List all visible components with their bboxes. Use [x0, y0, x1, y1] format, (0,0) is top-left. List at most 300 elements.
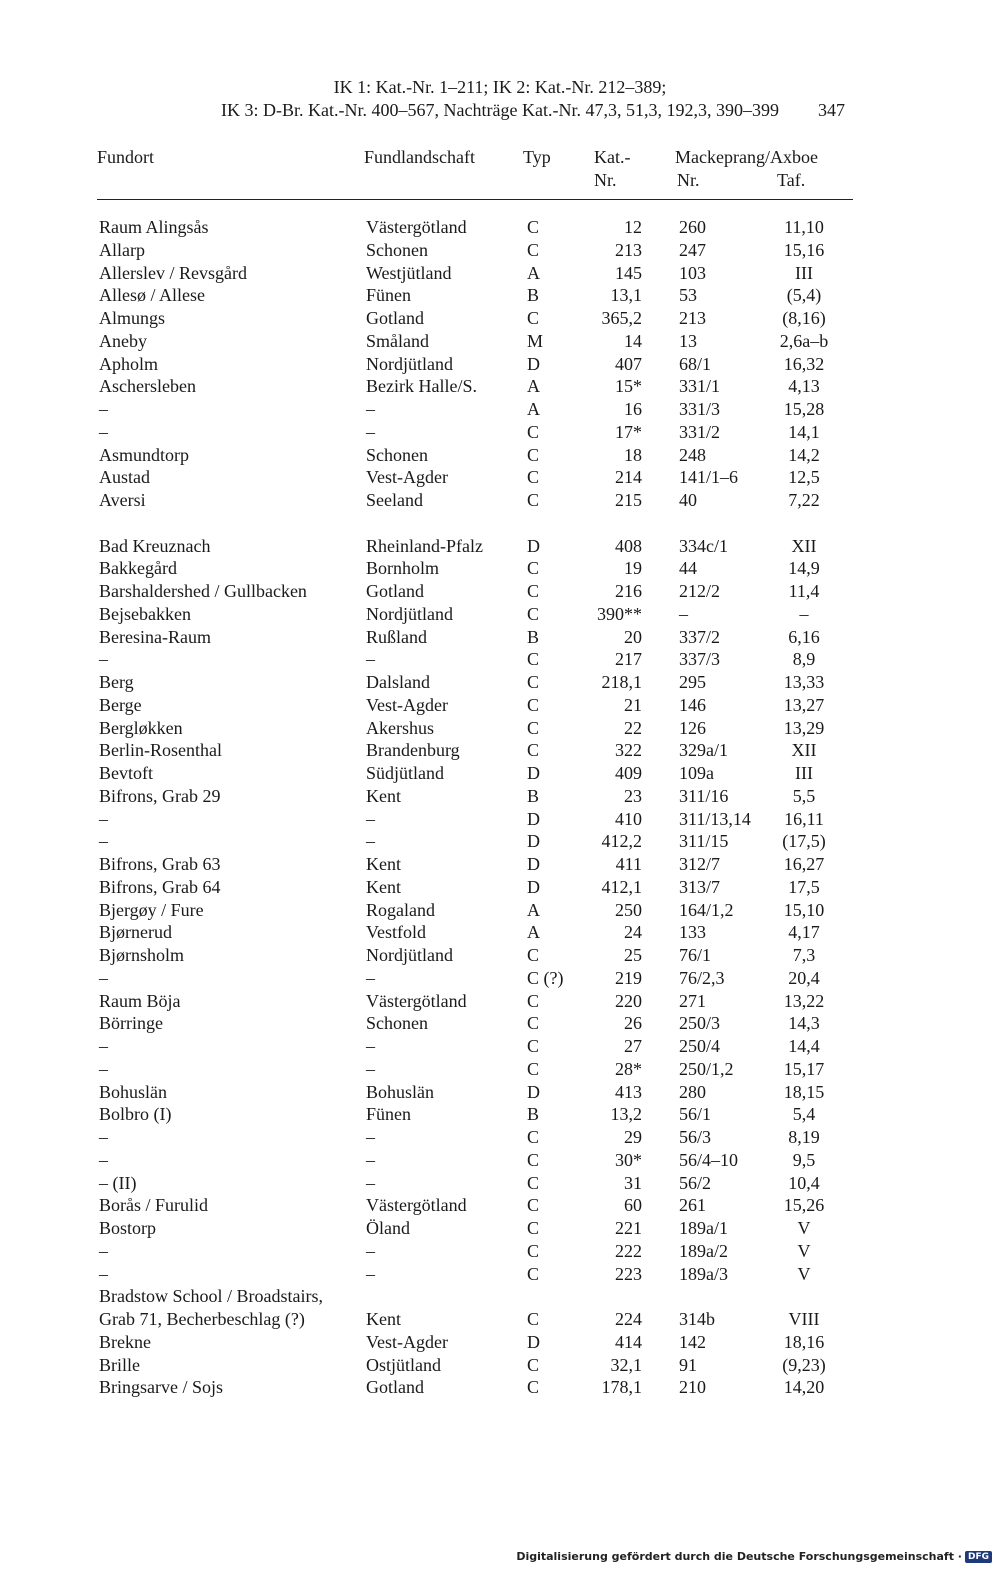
- kat-nr-cell: 12: [624, 217, 642, 237]
- mackeprang-nr-cell: 311/13,14: [679, 808, 751, 829]
- fundort-cell: –: [99, 649, 108, 670]
- typ-cell: B: [527, 785, 540, 806]
- kat-nr-cell: 13,2: [610, 1104, 642, 1125]
- taf-cell: (5,4): [786, 285, 822, 306]
- fundlandschaft-cell: Fünen: [366, 285, 411, 306]
- kat-nr-cell: 217: [615, 649, 642, 670]
- fundort-cell: Bjørnsholm: [99, 945, 185, 965]
- fundort-cell: Bifrons, Grab 64: [99, 876, 221, 897]
- fundlandschaft-cell: Kent: [366, 1309, 401, 1329]
- footer-text: Digitalisierung gefördert durch die Deutsche Forschungsgemeinschaft ·: [516, 1550, 962, 1563]
- mackeprang-nr-cell: 331/3: [679, 399, 721, 419]
- fundlandschaft-cell: Gotland: [366, 308, 424, 328]
- kat-nr-cell: 390**: [597, 603, 642, 624]
- fundlandschaft-cell: Rogaland: [366, 899, 435, 920]
- typ-cell: C: [527, 1377, 540, 1398]
- taf-cell: 9,5: [792, 1149, 816, 1170]
- kat-nr-cell: 322: [615, 740, 642, 761]
- typ-cell: D: [527, 1331, 540, 1352]
- mackeprang-nr-cell: 164/1,2: [679, 899, 734, 920]
- table-row: [0, 1058, 1000, 1081]
- taf-cell: 8,9: [792, 649, 816, 670]
- kat-nr-cell: 178,1: [601, 1377, 642, 1398]
- fundort-cell: Brille: [99, 1354, 140, 1375]
- kat-nr-cell: 14: [624, 330, 642, 351]
- fundlandschaft-cell: –: [366, 421, 375, 442]
- taf-cell: 11,4: [788, 581, 820, 601]
- mackeprang-nr-cell: 337/2: [679, 626, 721, 647]
- fundlandschaft-cell: Vestfold: [366, 922, 426, 943]
- mackeprang-nr-cell: 40: [679, 490, 697, 510]
- table-row: [0, 330, 1000, 353]
- kat-nr-cell: 215: [615, 490, 642, 510]
- taf-cell: 20,4: [788, 967, 820, 988]
- fundlandschaft-cell: –: [366, 399, 375, 419]
- typ-cell: C: [527, 649, 540, 670]
- fundort-cell: Bevtoft: [99, 763, 153, 783]
- mackeprang-nr-cell: 91: [679, 1354, 697, 1375]
- taf-cell: 15,26: [783, 1195, 825, 1216]
- fundort-cell: –: [99, 831, 108, 852]
- fundlandschaft-cell: Rheinland-Pfalz: [366, 535, 483, 556]
- fundlandschaft-cell: Dalsland: [366, 672, 430, 692]
- fundort-cell: Bradstow School / Broadstairs,: [99, 1286, 323, 1307]
- fundort-cell: Barshaldershed / Gullbacken: [99, 581, 307, 601]
- table-row: [0, 626, 1000, 649]
- kat-nr-cell: 32,1: [610, 1354, 642, 1375]
- fundlandschaft-cell: Westjütland: [366, 262, 452, 283]
- typ-cell: M: [527, 330, 544, 351]
- kat-nr-cell: 221: [615, 1218, 642, 1238]
- mackeprang-nr-cell: –: [679, 603, 688, 624]
- mackeprang-nr-cell: 311/16: [679, 785, 729, 806]
- fundort-cell: Bohuslän: [99, 1081, 168, 1102]
- kat-nr-cell: 22: [624, 717, 642, 738]
- kat-nr-cell: 410: [615, 808, 642, 829]
- kat-nr-cell: 411: [615, 854, 642, 874]
- typ-cell: A: [527, 376, 540, 397]
- taf-cell: 13,22: [783, 990, 825, 1011]
- table-row: [0, 216, 1000, 239]
- fundort-cell: Raum Alingsås: [99, 217, 209, 237]
- typ-cell: B: [527, 626, 540, 647]
- kat-nr-cell: 15*: [615, 376, 642, 397]
- taf-cell: (17,5): [782, 831, 826, 852]
- taf-cell: V: [797, 1263, 811, 1284]
- typ-cell: D: [527, 763, 540, 783]
- taf-cell: 2,6a–b: [779, 330, 829, 351]
- fundlandschaft-cell: Gotland: [366, 1377, 424, 1398]
- typ-cell: C: [527, 1309, 540, 1329]
- running-header-line-1: IK 1: Kat.-Nr. 1–211; IK 2: Kat.-Nr. 212–389;: [333, 77, 667, 97]
- taf-cell: 6,16: [788, 626, 820, 647]
- page-number: 347: [818, 100, 845, 120]
- find-catalog-table: [0, 216, 1000, 1399]
- mackeprang-nr-cell: 76/1: [679, 945, 712, 965]
- taf-cell: 10,4: [788, 1172, 820, 1193]
- table-row: [0, 535, 1000, 558]
- taf-cell: 5,4: [792, 1104, 816, 1125]
- kat-nr-cell: 13,1: [610, 285, 642, 306]
- fundort-cell: Bejsebakken: [99, 603, 191, 624]
- taf-cell: 14,3: [788, 1013, 820, 1034]
- taf-cell: (9,23): [782, 1354, 826, 1375]
- taf-cell: III: [795, 763, 813, 783]
- table-row: [0, 1354, 1000, 1377]
- kat-nr-cell: 220: [615, 990, 642, 1011]
- fundort-cell: Grab 71, Becherbeschlag (?): [99, 1309, 305, 1329]
- kat-nr-cell: 19: [624, 558, 642, 579]
- mackeprang-nr-cell: 109a: [679, 763, 714, 783]
- kat-nr-cell: 16: [624, 399, 642, 419]
- mackeprang-nr-cell: 189a/3: [679, 1263, 728, 1284]
- typ-cell: D: [527, 831, 540, 852]
- table-row: [0, 762, 1000, 785]
- table-row: [0, 717, 1000, 740]
- mackeprang-nr-cell: 142: [679, 1331, 706, 1352]
- typ-cell: C: [527, 558, 540, 579]
- fundort-cell: Bringsarve / Sojs: [99, 1377, 223, 1398]
- fundort-cell: Aschersleben: [99, 376, 196, 397]
- typ-cell: C: [527, 1195, 540, 1216]
- table-row: [0, 830, 1000, 853]
- fundlandschaft-cell: Västergötland: [366, 217, 467, 237]
- dfg-logo-icon: DFG: [965, 1551, 992, 1563]
- column-header-kat: [594, 146, 630, 192]
- kat-nr-cell: 412,1: [601, 876, 642, 897]
- fundort-cell: Bakkegård: [99, 558, 177, 579]
- fundlandschaft-cell: –: [366, 1172, 375, 1193]
- column-header-taf: Taf.: [777, 170, 806, 190]
- fundlandschaft-cell: –: [366, 649, 375, 670]
- typ-cell: C: [527, 672, 540, 692]
- mackeprang-nr-cell: 337/3: [679, 649, 721, 670]
- taf-cell: 17,5: [788, 876, 820, 897]
- table-row: [0, 1103, 1000, 1126]
- column-header-mackeprang: [675, 146, 818, 192]
- table-row: [0, 1012, 1000, 1035]
- fundlandschaft-cell: Rußland: [366, 626, 427, 647]
- taf-cell: 14,1: [788, 421, 820, 442]
- fundort-cell: –: [99, 1240, 108, 1261]
- typ-cell: B: [527, 285, 540, 306]
- table-row: [0, 580, 1000, 603]
- kat-nr-cell: 412,2: [601, 831, 642, 852]
- kat-nr-cell: 409: [615, 763, 642, 783]
- taf-cell: 11,10: [784, 217, 824, 237]
- table-row: [0, 557, 1000, 580]
- kat-nr-cell: 250: [615, 899, 642, 920]
- typ-cell: C (?): [527, 967, 564, 988]
- fundort-cell: Almungs: [99, 308, 166, 328]
- fundlandschaft-cell: Öland: [366, 1218, 410, 1238]
- taf-cell: 16,27: [783, 854, 825, 874]
- table-row: [0, 671, 1000, 694]
- table-row: [0, 284, 1000, 307]
- typ-cell: C: [527, 444, 540, 465]
- mackeprang-nr-cell: 53: [679, 285, 697, 306]
- column-header-mackeprang-nr: Nr.: [677, 170, 700, 190]
- kat-nr-cell: 407: [615, 353, 642, 374]
- table-row: [0, 785, 1000, 808]
- taf-cell: III: [795, 262, 813, 283]
- table-row: [0, 944, 1000, 967]
- kat-nr-cell: 21: [624, 694, 642, 715]
- table-row: [0, 375, 1000, 398]
- kat-nr-cell: 219: [615, 967, 642, 988]
- table-row: [0, 1308, 1000, 1331]
- mackeprang-nr-cell: 313/7: [679, 876, 721, 897]
- mackeprang-nr-cell: 189a/2: [679, 1240, 728, 1261]
- table-row: [0, 1240, 1000, 1263]
- mackeprang-nr-cell: 250/4: [679, 1036, 721, 1056]
- typ-cell: D: [527, 808, 540, 829]
- typ-cell: C: [527, 1240, 540, 1261]
- fundlandschaft-cell: Gotland: [366, 581, 424, 601]
- mackeprang-nr-cell: 44: [679, 558, 697, 579]
- taf-cell: 8,19: [788, 1127, 820, 1147]
- mackeprang-nr-cell: 260: [679, 217, 706, 237]
- table-row: [0, 1217, 1000, 1240]
- fundort-cell: Allerslev / Revsgård: [99, 262, 247, 283]
- kat-nr-cell: 17*: [615, 421, 642, 442]
- kat-nr-cell: 30*: [615, 1149, 642, 1170]
- table-row: [0, 489, 1000, 512]
- fundort-cell: Beresina-Raum: [99, 626, 211, 647]
- fundlandschaft-cell: –: [366, 831, 375, 852]
- fundort-cell: Bjørnerud: [99, 922, 172, 943]
- fundlandschaft-cell: Schonen: [366, 1013, 428, 1034]
- taf-cell: 16,32: [783, 353, 825, 374]
- fundlandschaft-cell: Bohuslän: [366, 1081, 435, 1102]
- kat-nr-cell: 365,2: [601, 308, 642, 328]
- mackeprang-nr-cell: 312/7: [679, 854, 721, 874]
- running-header-line-2: IK 3: D-Br. Kat.-Nr. 400–567, Nachträge Kat.-Nr. 47,3, 51,3, 192,3, 390–399: [221, 100, 779, 120]
- mackeprang-nr-cell: 295: [679, 672, 706, 692]
- mackeprang-nr-cell: 56/3: [679, 1127, 712, 1147]
- table-row: [0, 853, 1000, 876]
- taf-cell: 13,27: [783, 694, 825, 715]
- typ-cell: A: [527, 399, 540, 419]
- table-row: [0, 967, 1000, 990]
- kat-nr-cell: 20: [624, 626, 642, 647]
- table-row: [0, 307, 1000, 330]
- table-row: [0, 990, 1000, 1013]
- mackeprang-nr-cell: 280: [679, 1081, 706, 1102]
- typ-cell: C: [527, 1058, 540, 1079]
- mackeprang-nr-cell: 250/1,2: [679, 1058, 734, 1079]
- typ-cell: D: [527, 353, 540, 374]
- kat-nr-cell: 31: [624, 1172, 642, 1193]
- typ-cell: C: [527, 1354, 540, 1375]
- table-row: [0, 1331, 1000, 1354]
- fundlandschaft-cell: Småland: [366, 330, 429, 351]
- table-row: [0, 1194, 1000, 1217]
- column-header-fundort: Fundort: [97, 147, 155, 167]
- typ-cell: C: [527, 467, 540, 488]
- typ-cell: D: [527, 876, 540, 897]
- table-row: [0, 421, 1000, 444]
- column-header-kat-line2: Nr.: [594, 170, 617, 190]
- column-header-fundlandschaft: Fundlandschaft: [364, 147, 475, 167]
- mackeprang-nr-cell: 56/4–10: [679, 1149, 739, 1170]
- table-row: [0, 353, 1000, 376]
- typ-cell: C: [527, 1013, 540, 1034]
- section-gap: [0, 512, 1000, 535]
- kat-nr-cell: 224: [615, 1309, 642, 1329]
- taf-cell: 7,22: [788, 490, 820, 510]
- mackeprang-nr-cell: 212/2: [679, 581, 721, 601]
- mackeprang-nr-cell: 103: [679, 262, 706, 283]
- fundort-cell: Bergløkken: [99, 717, 183, 738]
- table-row: [0, 262, 1000, 285]
- table-row: [0, 1172, 1000, 1195]
- table-row: [0, 444, 1000, 467]
- fundort-cell: Bostorp: [99, 1218, 157, 1238]
- fundort-cell: –: [99, 1127, 108, 1147]
- table-row: [0, 1126, 1000, 1149]
- fundort-cell: Raum Böja: [99, 990, 181, 1011]
- typ-cell: D: [527, 1081, 540, 1102]
- taf-cell: 15,10: [783, 899, 825, 920]
- fundlandschaft-cell: Fünen: [366, 1104, 411, 1125]
- fundort-cell: Austad: [99, 467, 150, 488]
- table-row: [0, 876, 1000, 899]
- kat-nr-cell: 222: [615, 1240, 642, 1261]
- table-row: [0, 899, 1000, 922]
- mackeprang-nr-cell: 210: [679, 1377, 706, 1398]
- typ-cell: A: [527, 262, 540, 283]
- table-row: [0, 1285, 1000, 1308]
- fundort-cell: Berge: [99, 694, 142, 715]
- fundort-cell: –: [99, 967, 108, 988]
- fundlandschaft-cell: Akershus: [366, 717, 434, 738]
- fundlandschaft-cell: –: [366, 1263, 375, 1284]
- typ-cell: C: [527, 694, 540, 715]
- table-row: [0, 603, 1000, 626]
- kat-nr-cell: 414: [615, 1331, 642, 1352]
- fundort-cell: –: [99, 808, 108, 829]
- digitization-footer: [516, 1550, 992, 1563]
- mackeprang-nr-cell: 271: [679, 990, 706, 1011]
- fundort-cell: Bifrons, Grab 29: [99, 785, 221, 806]
- fundlandschaft-cell: Südjütland: [366, 763, 445, 783]
- mackeprang-nr-cell: 213: [679, 308, 706, 328]
- fundort-cell: –: [99, 1058, 108, 1079]
- taf-cell: 14,20: [783, 1377, 825, 1398]
- mackeprang-nr-cell: 311/15: [679, 831, 729, 852]
- fundlandschaft-cell: Seeland: [366, 490, 423, 510]
- fundort-cell: Apholm: [99, 353, 159, 374]
- typ-cell: A: [527, 922, 540, 943]
- taf-cell: 4,17: [788, 922, 820, 943]
- mackeprang-nr-cell: 126: [679, 717, 706, 738]
- mackeprang-nr-cell: 189a/1: [679, 1218, 728, 1238]
- fundort-cell: Bjergøy / Fure: [99, 899, 204, 920]
- typ-cell: C: [527, 1172, 540, 1193]
- fundort-cell: Berlin-Rosenthal: [99, 740, 222, 761]
- fundlandschaft-cell: Brandenburg: [366, 740, 460, 761]
- fundort-cell: Asmundtorp: [99, 444, 189, 465]
- mackeprang-nr-cell: 261: [679, 1195, 706, 1216]
- table-row: [0, 398, 1000, 421]
- fundort-cell: Borås / Furulid: [99, 1195, 209, 1216]
- taf-cell: XII: [791, 740, 817, 761]
- table-row: [0, 1263, 1000, 1286]
- fundlandschaft-cell: –: [366, 1036, 375, 1056]
- mackeprang-nr-cell: 247: [679, 239, 706, 260]
- taf-cell: 14,4: [788, 1036, 820, 1056]
- taf-cell: 16,11: [784, 808, 824, 829]
- fundort-cell: –: [99, 1149, 108, 1170]
- mackeprang-nr-cell: 56/2: [679, 1172, 712, 1193]
- mackeprang-nr-cell: 331/2: [679, 421, 721, 442]
- fundlandschaft-cell: Västergötland: [366, 1195, 467, 1216]
- mackeprang-nr-cell: 329a/1: [679, 740, 728, 761]
- column-header-mackeprang-title: Mackeprang/Axboe: [675, 147, 818, 167]
- typ-cell: C: [527, 581, 540, 601]
- fundort-cell: Bolbro (I): [99, 1104, 172, 1125]
- typ-cell: C: [527, 217, 540, 237]
- kat-nr-cell: 25: [624, 945, 642, 965]
- typ-cell: A: [527, 899, 540, 920]
- table-row: [0, 239, 1000, 262]
- mackeprang-nr-cell: 146: [679, 694, 706, 715]
- fundlandschaft-cell: Västergötland: [366, 990, 467, 1011]
- mackeprang-nr-cell: 248: [679, 444, 706, 465]
- fundort-cell: Allesø / Allese: [99, 285, 205, 306]
- taf-cell: 5,5: [792, 785, 816, 806]
- fundlandschaft-cell: –: [366, 1058, 375, 1079]
- kat-nr-cell: 27: [624, 1036, 642, 1056]
- taf-cell: 14,2: [788, 444, 820, 465]
- table-row: [0, 694, 1000, 717]
- fundort-cell: Börringe: [99, 1013, 163, 1034]
- fundlandschaft-cell: –: [366, 808, 375, 829]
- kat-nr-cell: 29: [624, 1127, 642, 1147]
- typ-cell: C: [527, 1036, 540, 1056]
- mackeprang-nr-cell: 250/3: [679, 1013, 721, 1034]
- kat-nr-cell: 60: [624, 1195, 642, 1216]
- kat-nr-cell: 223: [615, 1263, 642, 1284]
- fundort-cell: Brekne: [99, 1331, 151, 1352]
- typ-cell: C: [527, 945, 540, 965]
- mackeprang-nr-cell: 331/1: [679, 376, 721, 397]
- taf-cell: 13,29: [783, 717, 825, 738]
- column-header-typ: Typ: [523, 147, 551, 167]
- typ-cell: C: [527, 740, 540, 761]
- fundlandschaft-cell: Nordjütland: [366, 945, 453, 965]
- fundort-cell: Bifrons, Grab 63: [99, 854, 221, 874]
- taf-cell: 18,16: [783, 1331, 825, 1352]
- fundlandschaft-cell: Vest-Agder: [366, 694, 448, 715]
- table-row: [0, 808, 1000, 831]
- kat-nr-cell: 214: [615, 467, 642, 488]
- column-header-kat-line1: Kat.-: [594, 147, 631, 167]
- fundort-cell: –: [99, 421, 108, 442]
- fundort-cell: Bad Kreuznach: [99, 535, 211, 556]
- kat-nr-cell: 18: [624, 444, 642, 465]
- fundlandschaft-cell: Nordjütland: [366, 603, 453, 624]
- taf-cell: V: [797, 1218, 811, 1238]
- kat-nr-cell: 408: [615, 535, 642, 556]
- fundort-cell: –: [99, 1036, 108, 1056]
- typ-cell: C: [527, 421, 540, 442]
- taf-cell: VIII: [788, 1309, 820, 1329]
- taf-cell: 15,17: [783, 1058, 825, 1079]
- table-row: [0, 921, 1000, 944]
- taf-cell: XII: [791, 535, 817, 556]
